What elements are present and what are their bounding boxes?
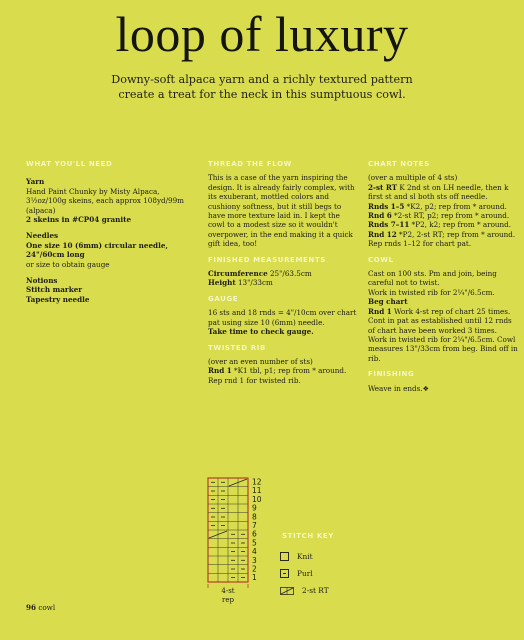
subtitle-line-1: Downy-soft alpaca yarn and a richly textured pattern <box>111 73 413 86</box>
legend-knit-label: Knit <box>297 552 313 561</box>
row-label-10: 10 <box>252 494 262 504</box>
row-number-labels <box>252 478 262 583</box>
height-line <box>208 278 358 287</box>
repeat-label-line1: 4-st <box>221 587 235 595</box>
gauge-heading: GAUGE <box>208 294 239 303</box>
purl-symbol-icon <box>280 569 289 578</box>
legend-rt <box>280 582 329 599</box>
height-value: 13"/33cm <box>237 278 273 288</box>
row-label-3: 3 <box>252 555 257 565</box>
intro-column <box>208 160 358 385</box>
circumference-label: Circumference <box>208 269 268 279</box>
needles-text: One size 10 (6mm) circular needle, 24"/60cm long <box>26 240 168 260</box>
row-label-6: 6 <box>252 529 257 539</box>
stitch-key <box>280 548 329 599</box>
twisted-rib-rnd <box>208 366 358 375</box>
height-label: Height <box>208 278 236 288</box>
stitch-chart-svg <box>205 474 285 614</box>
rib-rnd-label: Rnd 1 <box>208 366 232 376</box>
beg-rnd-label: Rnd 1 <box>368 306 392 316</box>
legend-purl-label: Purl <box>297 569 313 578</box>
footer-section: cowl <box>38 603 56 612</box>
needles-note: or size to obtain gauge <box>26 259 110 269</box>
rt-symbol-icon <box>280 587 294 595</box>
rnd-6 <box>368 211 518 220</box>
rnds-7-11-text: *P2, k2; rep from * around. <box>411 220 512 230</box>
beg-rnd-text: Work 4-st rep of chart 25 times. Cont in pat as established until 12 rnds of chart have been worked 3 times. Work in twisted rib for 2¼"/6.5cm. Cowl measures 13"/33cm from beg. Bind off in rib. <box>368 306 518 363</box>
cowl-cast-on: Cast on 100 sts. Pm and join, being careful not to twist. <box>368 269 497 288</box>
rib-rnd-text: *K1 tbl, p1; rep from * around. <box>234 366 347 376</box>
notion-tapestry-needle: Tapestry needle <box>26 294 90 304</box>
notions-label: Notions <box>26 276 58 286</box>
row-label-2: 2 <box>252 564 257 574</box>
row-label-12: 12 <box>252 477 262 487</box>
rnd-6-text: *2-st RT, p2; rep from * around. <box>394 211 510 221</box>
beg-chart-label: Beg chart <box>368 297 408 307</box>
rnds-7-11 <box>368 220 518 229</box>
row-label-4: 4 <box>252 547 257 557</box>
finishing-heading: FINISHING <box>368 370 415 379</box>
rnd-6-label: Rnd 6 <box>368 211 392 221</box>
legend-rt-label: 2-st RT <box>302 586 329 595</box>
row-label-1: 1 <box>252 573 257 583</box>
finishing-text <box>368 384 518 393</box>
cowl-heading: COWL <box>368 255 394 264</box>
cowl-rib: Work in twisted rib for 2¼"/6.5cm. <box>368 287 495 297</box>
row-label-7: 7 <box>252 521 257 530</box>
yarn-amount: 2 skeins in #CP04 granite <box>26 215 132 225</box>
measurements-heading: FINISHED MEASUREMENTS <box>208 255 326 264</box>
intro-paragraph: This is a case of the yarn inspiring the design. It is already fairly complex, with its exuberant, mottled colors and cushiony softness, but it still begs to have more texture laid in. I kept the cowl to a modest size so it wouldn't overpower, in the end making it a quick gift idea, too! <box>208 173 355 249</box>
rnd-12 <box>368 230 518 239</box>
intro-heading: THREAD THE FLOW <box>208 160 292 168</box>
instructions-column <box>368 160 518 393</box>
page-title: loop of luxury <box>115 6 409 62</box>
row-label-11: 11 <box>252 486 262 496</box>
materials-column <box>26 160 196 304</box>
circumference-line <box>208 269 358 278</box>
needles-label: Needles <box>26 231 59 241</box>
rnds-1-5-label: Rnds 1–5 <box>368 201 405 211</box>
row-label-8: 8 <box>252 512 257 522</box>
page-number: 96 <box>26 603 37 612</box>
gauge-text: 16 sts and 18 rnds = 4"/10cm over chart pat using size 10 (6mm) needle. <box>208 308 357 327</box>
twisted-rib-note: (over an even number of sts) <box>208 356 313 366</box>
rnd-12-text: *P2, 2-st RT; rep from * around. <box>399 229 516 239</box>
knit-symbol-icon <box>280 552 289 561</box>
row-label-5: 5 <box>252 538 257 548</box>
subtitle-line-2: create a treat for the neck in this sumptuous cowl. <box>118 88 406 101</box>
page-subtitle <box>60 72 464 102</box>
rnds-1-5-text: *K2, p2; rep from * around. <box>406 201 507 211</box>
twisted-rib-heading: TWISTED RIB <box>208 343 266 352</box>
rt-label: 2-st RT <box>368 182 398 192</box>
rt-text: K 2nd st on LH needle, then k first st and sl both sts off needle. <box>368 182 509 202</box>
end-mark-icon: ❖ <box>422 383 430 393</box>
legend-purl <box>280 565 329 582</box>
chart-repeat-note: Rep rnds 1–12 for chart pat. <box>368 239 472 249</box>
yarn-label: Yarn <box>26 177 45 187</box>
rnds-1-5 <box>368 202 518 211</box>
chart-grid <box>208 478 248 582</box>
beg-chart-text <box>368 307 518 363</box>
rnd-12-label: Rnd 12 <box>368 229 397 239</box>
rnds-7-11-label: Rnds 7–11 <box>368 220 410 230</box>
finishing-body: Weave in ends. <box>368 383 423 393</box>
row-label-9: 9 <box>252 503 257 513</box>
notion-stitch-marker: Stitch marker <box>26 285 83 295</box>
yarn-text: Hand Paint Chunky by Misty Alpaca, 3½oz/100g skeins, each approx 108yd/99m (alpaca) <box>26 186 184 215</box>
rt-definition <box>368 183 518 202</box>
page-footer <box>26 603 55 612</box>
stitch-key-heading: STITCH KEY <box>282 532 334 540</box>
gauge-check: Take time to check gauge. <box>208 327 314 337</box>
repeat-label-line2: rep <box>222 596 234 604</box>
chart-notes-heading: CHART NOTES <box>368 160 430 168</box>
twisted-rib-rep: Rep rnd 1 for twisted rib. <box>208 375 301 385</box>
materials-heading: WHAT YOU'LL NEED <box>26 160 113 168</box>
circumference-value: 25"/63.5cm <box>269 269 312 279</box>
chart-notes-note: (over a multiple of 4 sts) <box>368 173 458 183</box>
legend-knit <box>280 548 329 565</box>
stitch-chart <box>205 474 285 614</box>
